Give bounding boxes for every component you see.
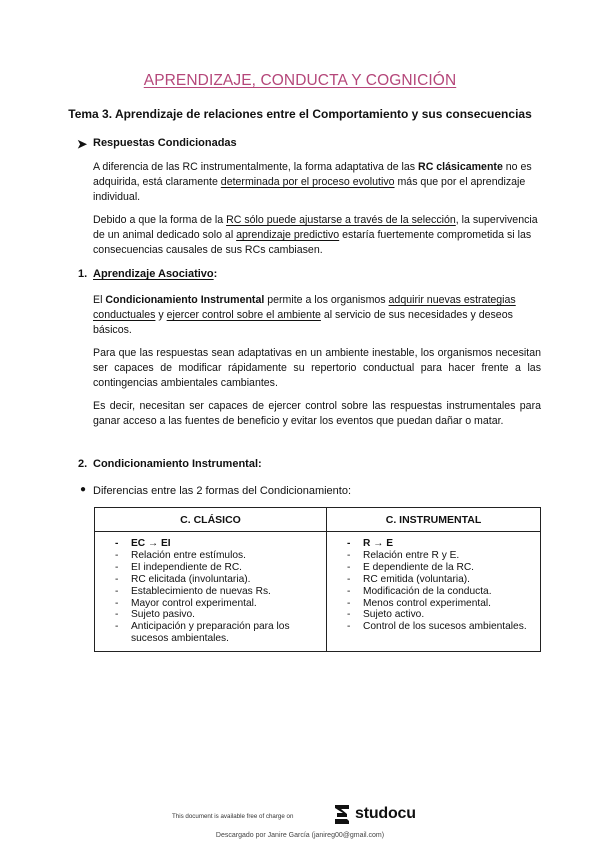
list-item: - R → E [347,538,532,550]
header-instrumental: C. INSTRUMENTAL [327,508,541,532]
table-header-row [95,508,541,532]
paragraph-asociativo-2: Para que las respuestas sean adaptativas en un ambiente inestable, los organismos necesitan ser capaces de modificar rápidamente su repertorio conductual para hacer frente a las contingencias ambientales cambiantes. [93,347,541,390]
paragraph-rc-1: A diferencia de las RC instrumentalmente, la forma adaptativa de las RC clásicamente no es adquirida, está claramente determinada por el proceso evolutivo más que por el aprendizaje individual. [93,161,532,204]
list-item: - EI independiente de RC. [115,562,318,574]
heading-text: Condicionamiento Instrumental: [93,458,262,470]
studocu-s-icon [332,803,352,825]
comparison-table [94,507,541,652]
highlight-condicionamiento-instrumental: Condicionamiento Instrumental [105,294,265,306]
section-respuestas-heading [78,137,237,149]
footer-availability-text: This document is available free of charge on [172,813,294,820]
list-item: - E dependiente de la RC. [347,562,532,574]
list-item: - Control de los sucesos ambientales. [347,621,532,633]
table-row [95,532,541,652]
list-item: - Sujeto activo. [347,609,532,621]
paragraph-rc-2: Debido a que la forma de la RC sólo puede ajustarse a través de la selección, la supervivencia de un animal dedicado solo al aprendizaje predictivo estaría fuertemente comprometida si las consecuencias causales de sus RCs cambiasen. [93,214,538,257]
highlight-rc-clasicamente: RC clásicamente [418,161,503,173]
document-title: APRENDIZAJE, CONDUCTA Y COGNICIÓN [143,72,457,89]
header-clasico: C. CLÁSICO [95,508,327,532]
section-1-heading: 1. Aprendizaje Asociativo: [78,268,218,280]
list-item: - RC elicitada (involuntaria). [115,574,318,586]
paragraph-asociativo-1: El Condicionamiento Instrumental permite a los organismos adquirir nuevas estrategias conductuales y ejercer control sobre el ambiente al servicio de sus necesidades y deseos básicos. [93,294,516,337]
arrow-bullet-icon: ➤ [77,137,88,151]
bullet-diferencias: ● Diferencias entre las 2 formas del Condicionamiento: [80,484,352,497]
underline-estrategias: adquirir nuevas estrategias conductuales [93,294,516,322]
section-number: 2. [78,458,88,470]
topic-subtitle: Tema 3. Aprendizaje de relaciones entre el Comportamiento y sus consecuencias [68,107,532,121]
list-item: - Relación entre R y E. [347,550,532,562]
underline-evolutivo: determinada por el proceso evolutivo [220,176,395,189]
list-item: - Mayor control experimental. [115,598,318,610]
studocu-logo[interactable] [332,803,416,825]
underline-seleccion: RC sólo puede ajustarse a través de la selección [226,214,456,226]
bullet-dot-icon: ● [80,484,87,495]
footer-download-text: Descargado por Janire García (janireg00@gmail.com) [215,832,385,839]
list-item: - EC → EI [115,538,318,550]
section-number: 1. [78,268,88,280]
underline-ambiente: ejercer control sobre el ambiente [166,309,321,322]
list-item: - Sujeto pasivo. [115,609,318,621]
list-item: - Relación entre estímulos. [115,550,318,562]
underline-predictivo: aprendizaje predictivo [236,229,340,242]
cell-instrumental [327,532,541,652]
list-item: - RC emitida (voluntaria). [347,574,532,586]
cell-clasico [95,532,327,652]
heading-text: Respuestas Condicionadas [93,137,237,149]
list-item: - Establecimiento de nuevas Rs. [115,586,318,598]
paragraph-asociativo-3: Es decir, necesitan ser capaces de ejercer control sobre las respuestas instrumentales para ganar acceso a las fuentes de beneficio y evitar los eventos que puedan dañar o matar. [93,400,541,428]
list-item: - Menos control experimental. [347,598,532,610]
heading-text: Aprendizaje Asociativo [93,268,214,280]
studocu-wordmark: studocu [355,805,416,822]
section-2-heading [78,458,262,470]
list-item: - Anticipación y preparación para los sucesos ambientales. [115,621,318,645]
list-item: - Modificación de la conducta. [347,586,532,598]
